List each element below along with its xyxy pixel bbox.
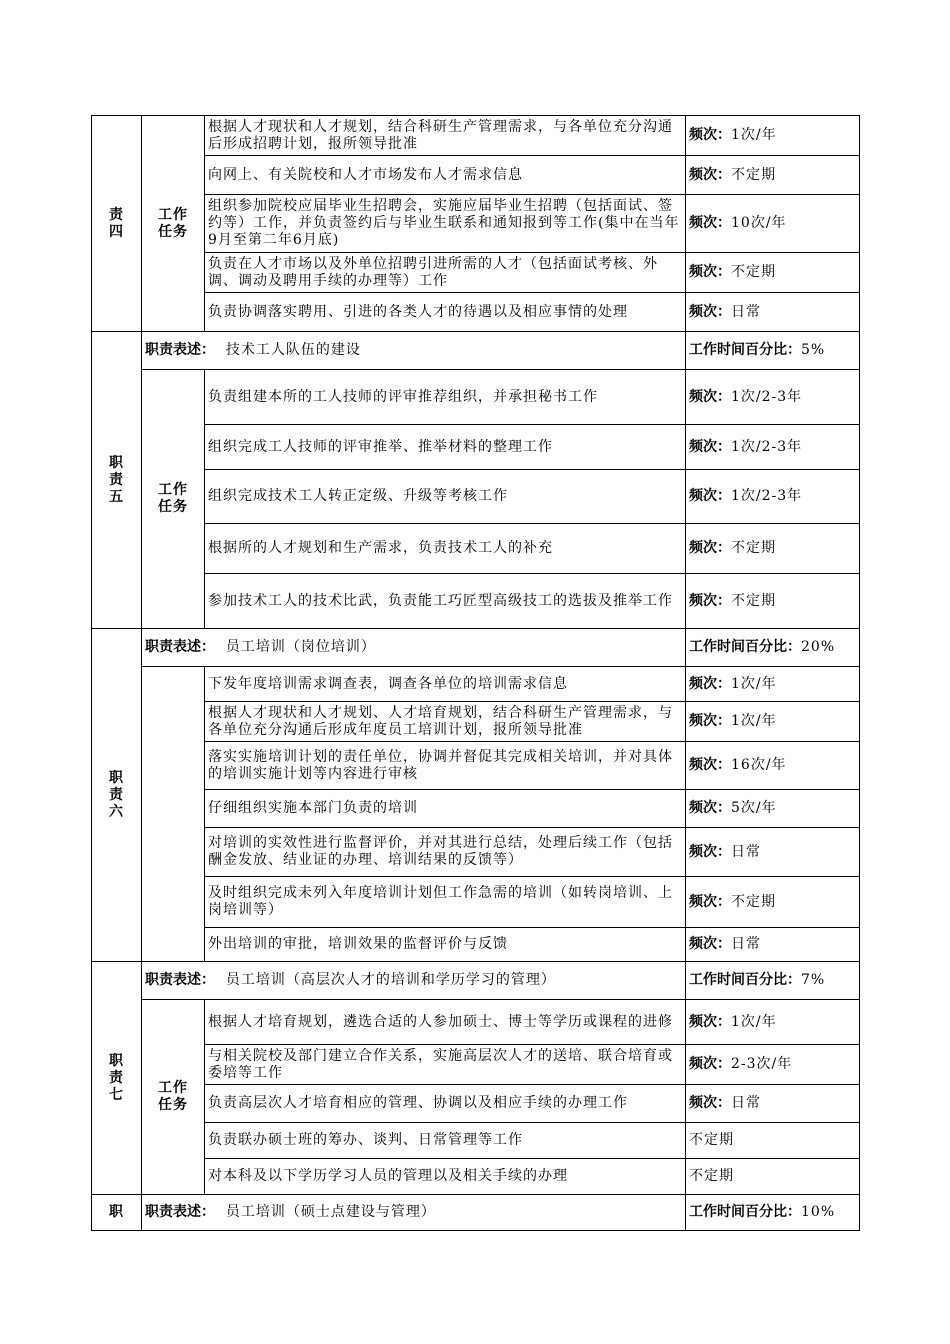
section-6-label: 职 责 六 [92,629,142,962]
table-row [92,928,860,962]
table-row [92,1195,860,1231]
frequency-cell: 频次：1次/2-3年 [686,370,860,425]
section-7-task-label: 工作 任务 [142,1000,205,1195]
task-cell: 负责协调落实聘用、引进的各类人才的待遇以及相应事情的处理 [205,293,686,332]
table-row [92,1085,860,1123]
frequency-cell: 频次：1次/年 [686,667,860,702]
task-cell: 负责联办硕士班的筹办、谈判、日常管理等工作 [205,1123,686,1159]
frequency-cell: 频次：10次/年 [686,195,860,253]
task-cell: 下发年度培训需求调查表，调查各单位的培训需求信息 [205,667,686,702]
task-cell: 负责高层次人才培育相应的管理、协调以及相应手续的办理工作 [205,1085,686,1123]
time-percentage: 工作时间百分比：7% [686,962,860,1000]
frequency-cell: 频次：不定期 [686,156,860,195]
frequency-cell: 频次：日常 [686,828,860,877]
section-4-task-label: 工作 任务 [142,116,205,332]
table-row [92,667,860,702]
task-cell: 落实实施培训计划的责任单位，协调并督促其完成相关培训，并对具体的培训实施计划等内容进行审核 [205,742,686,790]
table-row [92,195,860,253]
duty-description: 职责表述： 员工培训（岗位培训） [142,629,686,667]
table-row [92,293,860,332]
frequency-cell: 频次：不定期 [686,524,860,574]
frequency-cell: 频次：1次/2-3年 [686,470,860,524]
section-7-label: 职 责 七 [92,962,142,1195]
task-cell: 向网上、有关院校和人才市场发布人才需求信息 [205,156,686,195]
table-row [92,962,860,1000]
section-6-task-label [142,667,205,962]
frequency-cell: 频次：1次/年 [686,1000,860,1045]
section-5-label: 职 责 五 [92,332,142,629]
frequency-cell: 频次：1次/年 [686,702,860,742]
task-cell: 对培训的实效性进行监督评价，并对其进行总结，处理后续工作（包括酬金发放、结业证的办理、培训结果的反馈等） [205,828,686,877]
table-row [92,828,860,877]
task-cell: 负责在人才市场以及外单位招聘引进所需的人才（包括面试考核、外调、调动及聘用手续的办理等）工作 [205,253,686,293]
time-percentage: 工作时间百分比：5% [686,332,860,370]
table-row [92,470,860,524]
table-row [92,574,860,629]
section-5-task-label: 工作 任务 [142,370,205,629]
frequency-cell: 频次：不定期 [686,253,860,293]
table-row [92,702,860,742]
frequency-cell: 频次：日常 [686,928,860,962]
section-4-label: 责 四 [92,116,142,332]
duty-description: 职责表述： 技术工人队伍的建设 [142,332,686,370]
table-row [92,877,860,928]
table-row [92,790,860,828]
task-cell: 仔细组织实施本部门负责的培训 [205,790,686,828]
table-row [92,425,860,470]
duty-description: 职责表述： 员工培训（高层次人才的培训和学历学习的管理） [142,962,686,1000]
frequency-cell: 频次：日常 [686,293,860,332]
time-percentage: 工作时间百分比：20% [686,629,860,667]
table-row [92,1123,860,1159]
time-percentage: 工作时间百分比：10% [686,1195,860,1231]
frequency-cell: 频次：不定期 [686,574,860,629]
table-row [92,742,860,790]
table-row [92,524,860,574]
section-8-label: 职 [92,1195,142,1231]
table-row [92,253,860,293]
table-row [92,629,860,667]
frequency-cell: 频次：不定期 [686,877,860,928]
table-row [92,370,860,425]
task-cell: 组织完成技术工人转正定级、升级等考核工作 [205,470,686,524]
frequency-cell: 不定期 [686,1159,860,1195]
task-cell: 根据人才现状和人才规划，结合科研生产管理需求，与各单位充分沟通后形成招聘计划，报所领导批准 [205,116,686,156]
frequency-cell: 频次：16次/年 [686,742,860,790]
task-cell: 参加技术工人的技术比武，负责能工巧匠型高级技工的选拔及推举工作 [205,574,686,629]
frequency-cell: 频次：日常 [686,1085,860,1123]
task-cell: 组织完成工人技师的评审推举、推举材料的整理工作 [205,425,686,470]
duty-description: 职责表述： 员工培训（硕士点建设与管理） [142,1195,686,1231]
frequency-cell: 频次：1次/2-3年 [686,425,860,470]
task-cell: 对本科及以下学历学习人员的管理以及相关手续的办理 [205,1159,686,1195]
task-cell: 与相关院校及部门建立合作关系，实施高层次人才的送培、联合培育或委培等工作 [205,1045,686,1085]
duty-table [91,115,860,1231]
task-cell: 外出培训的审批，培训效果的监督评价与反馈 [205,928,686,962]
table-row [92,332,860,370]
task-cell: 根据人才现状和人才规划、人才培育规划，结合科研生产管理需求，与各单位充分沟通后形成年度员工培训计划，报所领导批准 [205,702,686,742]
frequency-cell: 不定期 [686,1123,860,1159]
table-row [92,1045,860,1085]
frequency-cell: 频次：2-3次/年 [686,1045,860,1085]
frequency-cell: 频次：1次/年 [686,116,860,156]
table-row [92,1159,860,1195]
table-row [92,1000,860,1045]
task-cell: 负责组建本所的工人技师的评审推荐组织，并承担秘书工作 [205,370,686,425]
frequency-cell: 频次：5次/年 [686,790,860,828]
task-cell: 组织参加院校应届毕业生招聘会，实施应届毕业生招聘（包括面试、签约等）工作，并负责签约后与毕业生联系和通知报到等工作(集中在当年9月至第二年6月底) [205,195,686,253]
table-row [92,116,860,156]
task-cell: 及时组织完成未列入年度培训计划但工作急需的培训（如转岗培训、上岗培训等） [205,877,686,928]
task-cell: 根据所的人才规划和生产需求，负责技术工人的补充 [205,524,686,574]
task-cell: 根据人才培育规划，遴选合适的人参加硕士、博士等学历或课程的进修 [205,1000,686,1045]
table-row [92,156,860,195]
